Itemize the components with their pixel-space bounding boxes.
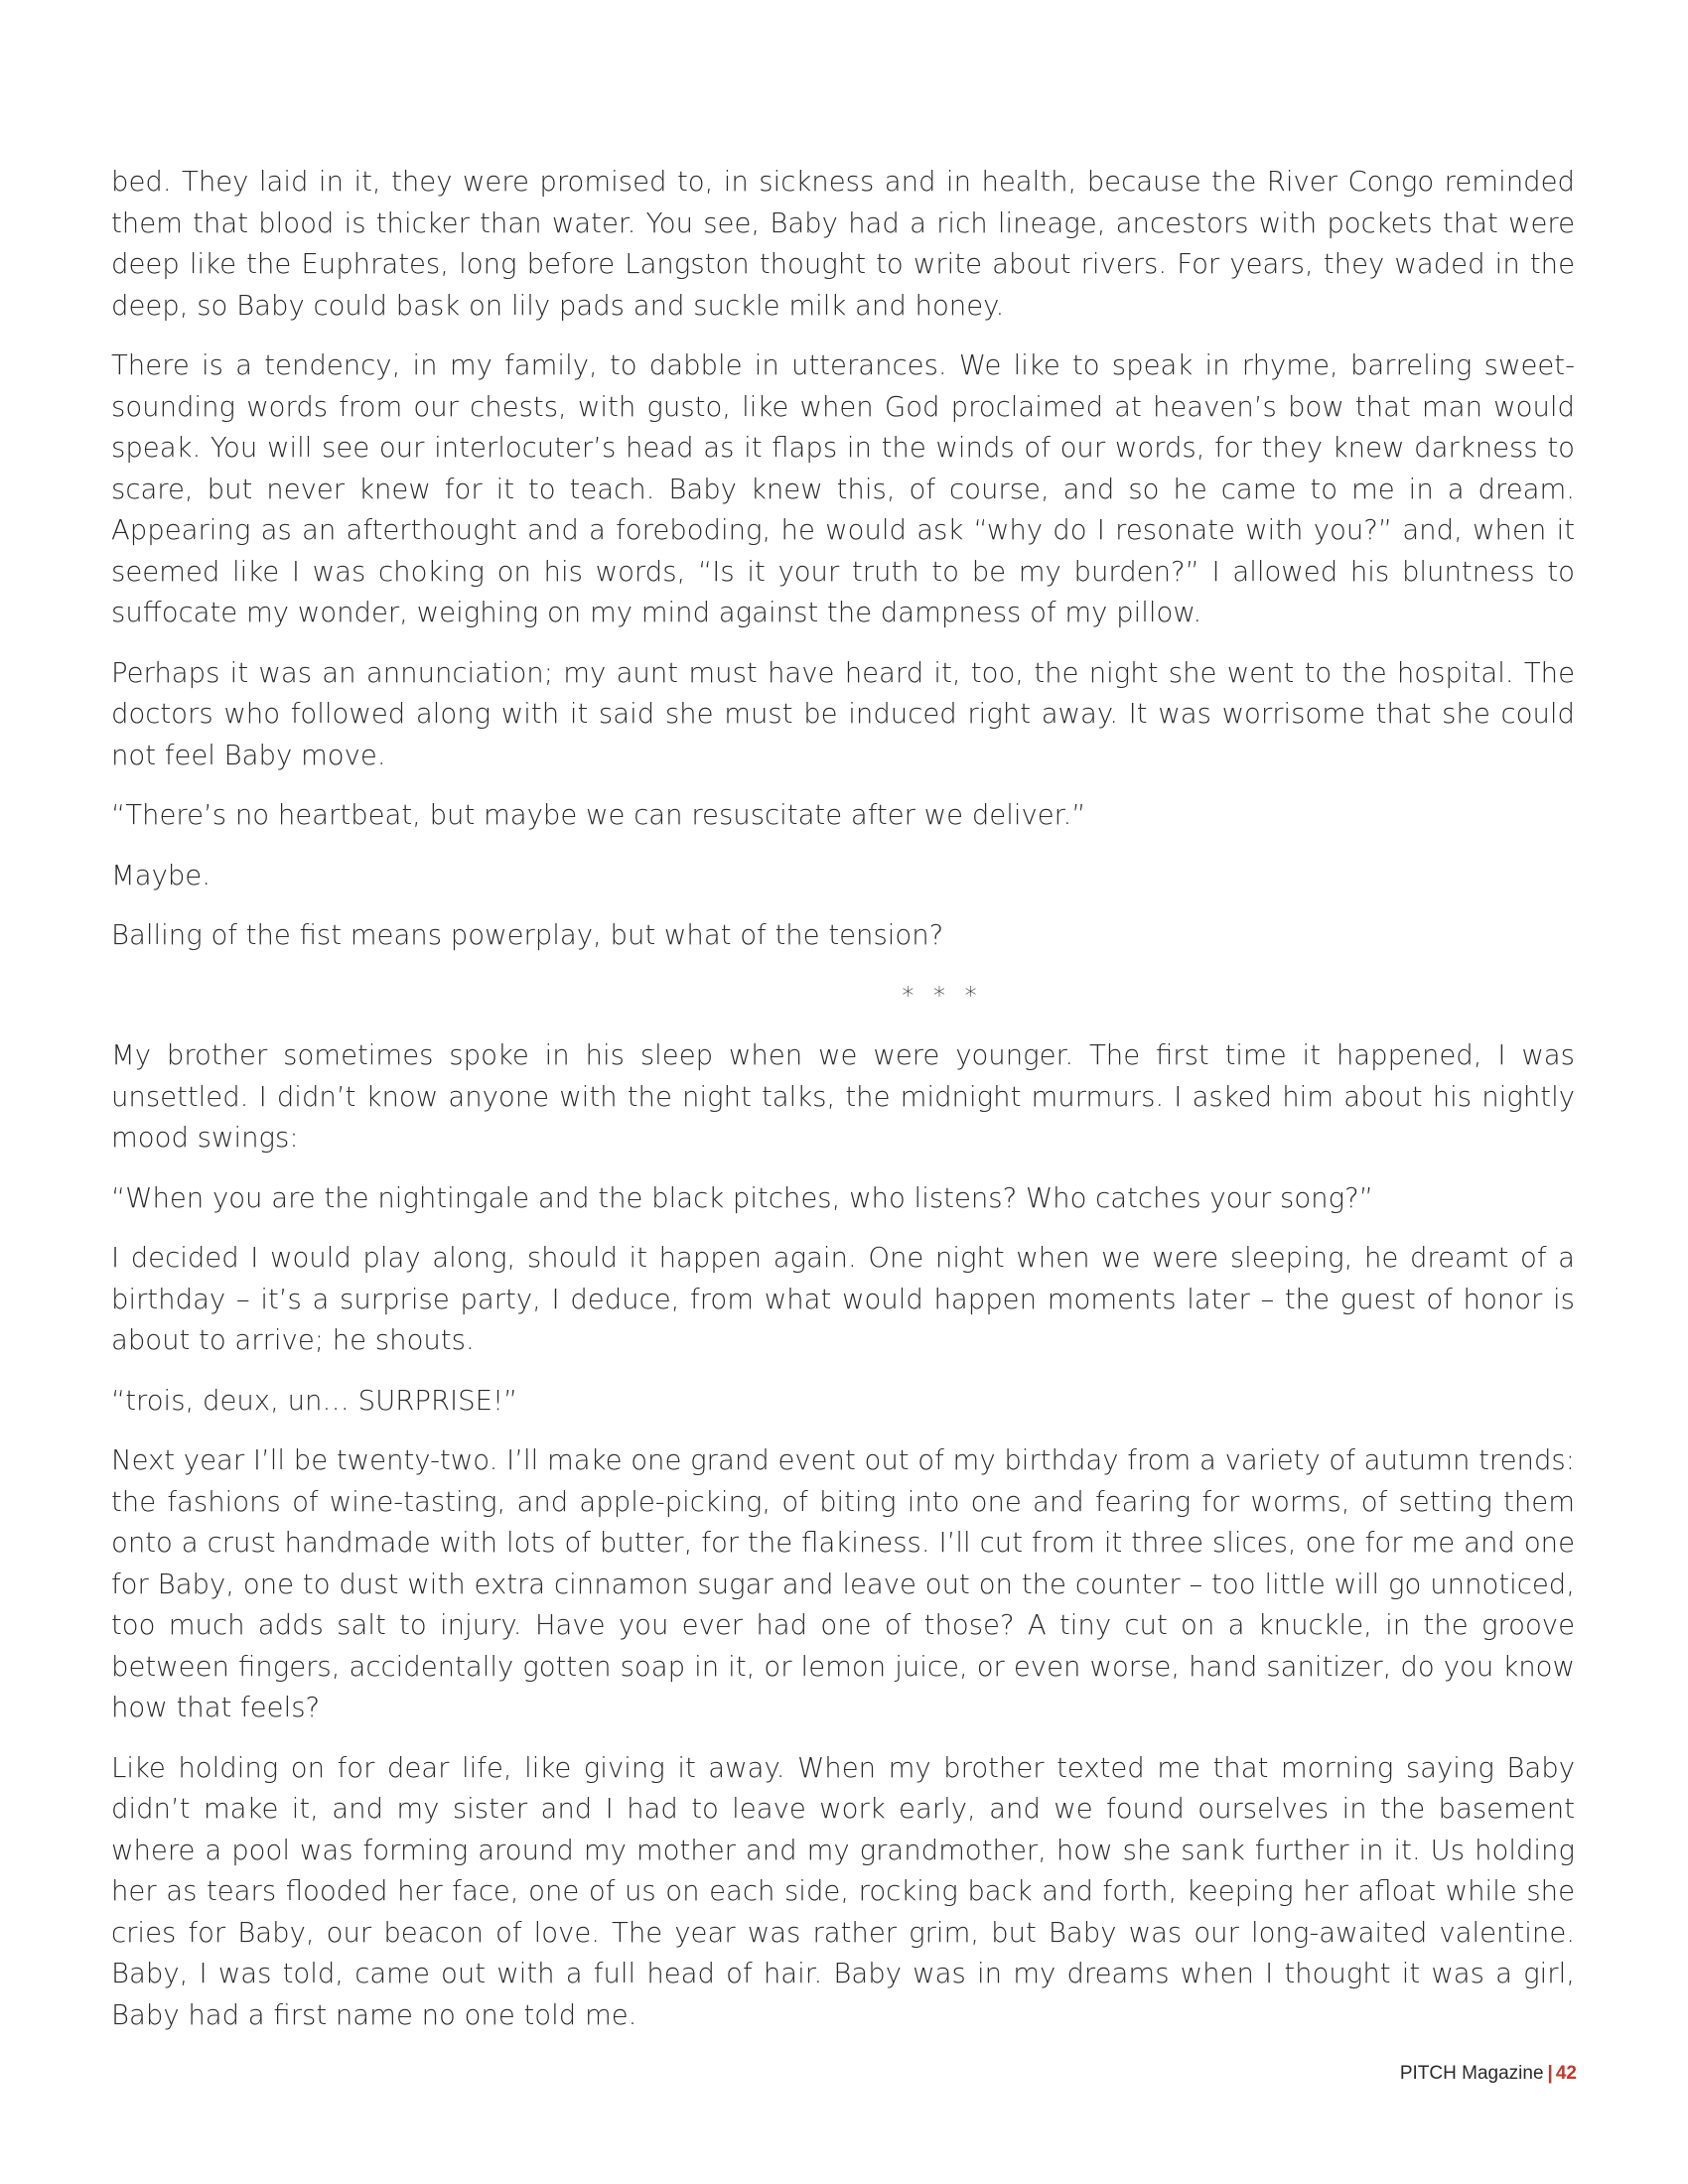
publication-name: PITCH Magazine: [1399, 2063, 1544, 2084]
page-footer: [1400, 2063, 1577, 2085]
paragraph: I decided I would play along, should it happen again. One night when we were sleeping, he dreamt of a birthday – it’s a surprise party, I deduce, from what would happen moments later – the guest of honor is about to arrive; he shouts.: [111, 1242, 1575, 1356]
dialogue-line: “trois, deux, un… SURPRISE!”: [111, 1384, 518, 1417]
paragraph: Balling of the fist means powerplay, but what of the tension?: [111, 919, 944, 951]
paragraph: There is a tendency, in my family, to dabble in utterances. We like to speak in rhyme, barreling sweet-sounding words from our chests, with gusto, like when God proclaimed at heaven’s bow that man would speak. You will see our interlocuter’s head as it flaps in the winds of our words, for they knew darkness to scare, but never knew for it to teach. Baby knew this, of course, and so he came to me in a dream. Appearing as an afterthought and a foreboding, he would ask “why do I resonate with you?” and, when it seemed like I was choking on his words, “Is it your truth to be my burden?” I allowed his bluntness to suffocate my wonder, weighing on my mind against the dampness of my pillow.: [111, 349, 1575, 628]
footer-separator: |: [1547, 2063, 1553, 2084]
paragraph: Like holding on for dear life, like giving it away. When my brother texted me that morning saying Baby didn’t make it, and my sister and I had to leave work early, and we found ourselves in the basement where a pool was forming around my mother and my grandmother, how she sank further in it. Us holding her as tears flooded her face, one of us on each side, rocking back and forth, keeping her afloat while she cries for Baby, our beacon of love. The year was rather grim, but Baby was our long-awaited valentine. Baby, I was told, came out with a full head of hair. Baby was in my dreams when I thought it was a girl, Baby had a first name no one told me.: [111, 1751, 1575, 2031]
paragraph: My brother sometimes spoke in his sleep when we were younger. The first time it happened, I was unsettled. I didn’t know anyone with the night talks, the midnight murmurs. I asked him about his nightly mood swings:: [111, 1039, 1575, 1154]
paragraph: Next year I’ll be twenty-two. I’ll make one grand event out of my birthday from a variety of autumn trends: the fashions of wine-tasting, and apple-picking, of biting into one and fearing for worms, of setting them onto a crust handmade with lots of butter, for the flakiness. I’ll cut from it three slices, one for me and one for Baby, one to dust with extra cinnamon sugar and leave out on the counter – too little will go unnoticed, too much adds salt to injury. Have you ever had one of those? A tiny cut on a knuckle, in the groove between fingers, accidentally gotten soap in it, or lemon juice, or even worse, hand sanitizer, do you know how that feels?: [111, 1444, 1575, 1723]
dialogue-line: “There’s no heartbeat, but maybe we can resuscitate after we deliver.”: [111, 799, 1086, 831]
dialogue-line: “When you are the nightingale and the black pitches, who listens? Who catches your song?”: [111, 1181, 1373, 1214]
page-number: 42: [1555, 2063, 1577, 2084]
section-break: * * *: [902, 981, 983, 1010]
paragraph: bed. They laid in it, they were promised to, in sickness and in health, because the River Congo reminded them that blood is thicker than water. You see, Baby had a rich lineage, ancestors with pockets that were deep like the Euphrates, long before Langston thought to write about rivers. For years, they waded in the deep, so Baby could bask on lily pads and suckle milk and honey.: [111, 166, 1575, 322]
paragraph: Maybe.: [111, 859, 211, 891]
article-body: [111, 162, 1575, 2055]
paragraph: Perhaps it was an annunciation; my aunt must have heard it, too, the night she went to the hospital. The doctors who followed along with it said she must be induced right away. It was worrisome that she could not feel Baby move.: [111, 656, 1575, 771]
